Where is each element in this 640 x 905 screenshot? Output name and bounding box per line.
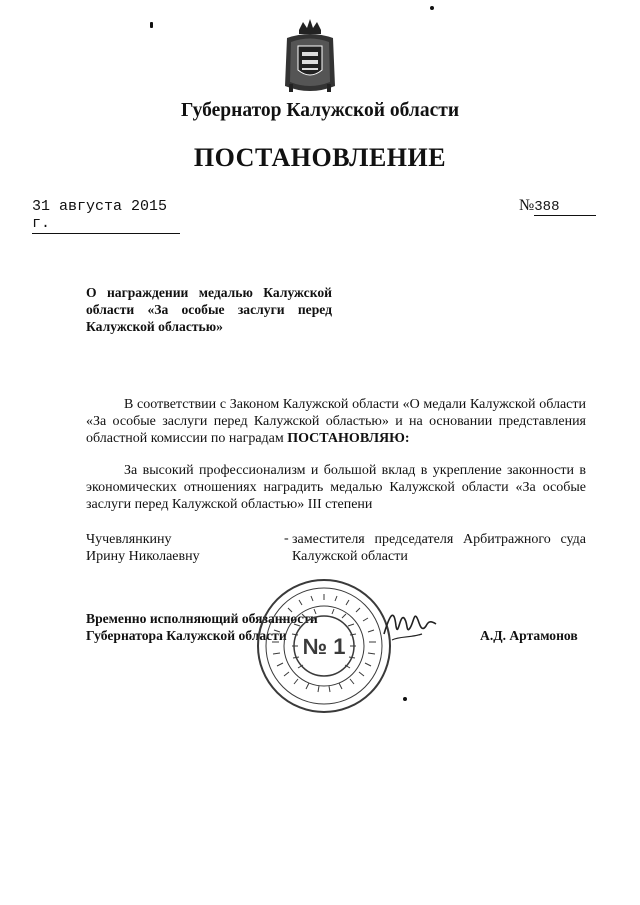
awardee-position: заместителя председателя Арбитражного суда Калужской области [292,532,586,564]
scan-dot [430,6,434,10]
document-subject: О награждении медалью Калужской области «За особые заслуги перед Калужской областью» [86,285,332,334]
awardee-given-names: Ирину Николаевну [86,549,200,564]
signer-title-line2: Губернатора Калужской области [86,628,287,643]
awardee-surname: Чучевлянкину [86,532,172,547]
awardee-name [86,531,276,565]
awardee-dash: - [284,531,289,546]
document-number [519,197,605,216]
paragraph-basis [86,396,586,447]
number-sign: № [519,197,535,214]
number-value: 388 [534,199,596,216]
issuer-title: Губернатор Калужской области [180,100,460,121]
document-date: 31 августа 2015 г. [32,198,180,234]
stamp-number: № 1 [302,634,346,659]
paragraph-award: За высокий профессионализм и большой вклад в укрепление законности в экономических отношениях наградить медалью Калужской области «За особые заслуги перед Калужской областью» III степени [86,463,586,512]
coat-of-arms-icon [281,16,339,96]
decree-keyword: ПОСТАНОВЛЯЮ: [287,431,410,446]
scan-dot [403,697,407,701]
signature-mark [380,604,438,646]
official-stamp [254,576,394,716]
signer-title-line1: Временно исполняющий обязанности [86,611,318,626]
paragraph-basis-text: В соответствии с Законом Калужской области «О медали Калужской области «За особые заслуги перед Калужской областью» и на основании представления областной комиссии по наградам [86,397,586,446]
signer-name: А.Д. Артамонов [480,628,578,643]
scan-dot [150,22,153,28]
document-type-title: ПОСТАНОВЛЕНИЕ [193,143,447,172]
